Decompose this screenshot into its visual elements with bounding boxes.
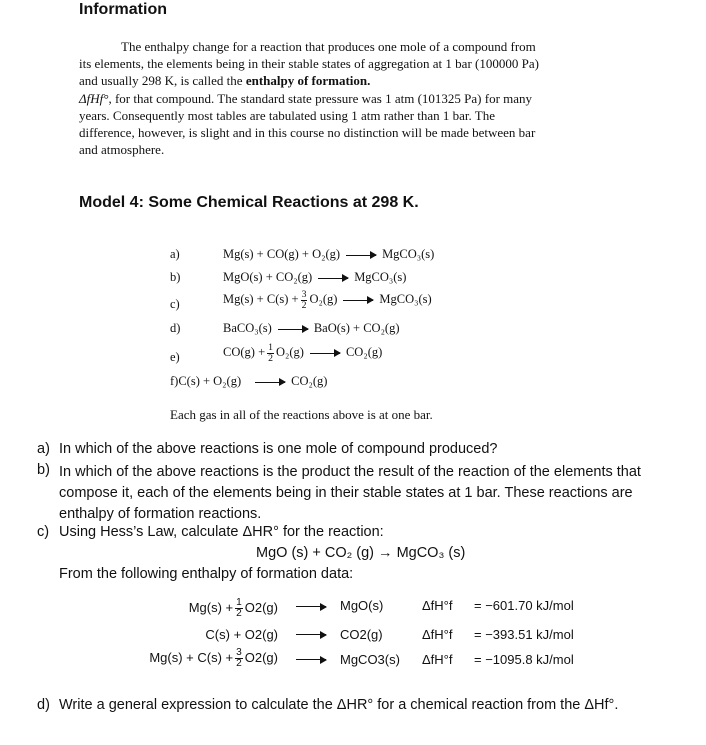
fraction: $\frac{1}{2}$ [268, 342, 273, 364]
data-row-3-product: MgCO3(s) [340, 652, 400, 667]
enthalpy-symbol: ΔfHf° [79, 90, 109, 106]
reaction-a: Mg(s) + CO(g) + O₂(g) MgCO₃(s) [223, 247, 435, 261]
question-c-text: Using Hess’s Law, calculate ΔHR° for the reaction: [59, 524, 384, 540]
data-row-2-lhs: C(s) + O2(g) [205, 627, 278, 642]
question-d-label: d) [37, 697, 50, 713]
question-b-text: In which of the above reactions is the product the result of the reaction of the elements that compose it, each of the elements being in their stable states at 1 bar. These reactions are enthalpy of formation reactions. [59, 464, 641, 522]
question-c-label: c) [37, 524, 50, 540]
gas-note: Each gas in all of the reactions above is at one bar. [170, 407, 433, 422]
data-row-3-lhs: Mg(s) + C(s) + $\frac{3}{2}$ O2(g) [149, 647, 278, 670]
data-row-2-dh: ΔfH°f [422, 627, 453, 642]
data-intro: From the following enthalpy of formation data: [59, 566, 354, 582]
info-line-1: The enthalpy change for a reaction that produces one mole of a compound from [121, 39, 536, 54]
reaction-f: f)C(s) + O₂(g) CO₂(g) [170, 374, 328, 388]
info-line-5: years. Consequently most tables are tabulated using 1 atm rather than 1 bar. The [79, 107, 496, 123]
info-paragraph [79, 38, 539, 158]
target-reaction: MgO (s) + CO₂ (g) → MgCO₃ (s) [256, 545, 466, 561]
data-row-1-dh: ΔfH°f [422, 598, 453, 613]
info-line-6: difference, however, is slight and in this course no distinction will be made between bar [79, 125, 536, 141]
arrow-icon [346, 255, 376, 256]
arrow-icon [318, 278, 348, 279]
arrow-icon [343, 300, 373, 301]
arrow-icon [310, 353, 340, 354]
reaction-c: Mg(s) + C(s) + $\frac{3}{2}$ O₂(g) MgCO₃(s) [223, 289, 432, 311]
data-row-2-value: = −393.51 kJ/mol [474, 627, 574, 642]
reaction-a-label: a) [170, 247, 180, 261]
data-row-1-lhs: Mg(s) + $\frac{1}{2}$ O2(g) [188, 597, 278, 620]
reaction-c-label: c) [170, 297, 180, 311]
reaction-d: BaCO₃(s) BaO(s) + CO₂(g) [223, 321, 400, 335]
question-a-label: a) [37, 441, 50, 457]
data-row-1-product: MgO(s) [340, 598, 384, 613]
info-line-2: its elements, the elements being in their stable states of aggregation at 1 bar (100000 Pa) [79, 56, 539, 72]
data-row-3-value: = −1095.8 kJ/mol [474, 652, 574, 667]
reaction-e: CO(g) + $\frac{1}{2}$ O₂(g) CO₂(g) [223, 342, 383, 364]
model-title: Model 4: Some Chemical Reactions at 298 K. [79, 194, 419, 211]
arrow-icon [296, 606, 326, 607]
question-d-text: Write a general expression to calculate the ΔHR° for a chemical reaction from the ΔHf°. [59, 697, 619, 713]
info-line-3: and usually 298 K, is called the enthalpy of formation. [79, 73, 371, 89]
data-row-2-product: CO2(g) [340, 627, 383, 642]
data-row-3-dh: ΔfH°f [422, 652, 453, 667]
bold-term: enthalpy of formation. [245, 73, 371, 89]
fraction: $\frac{3}{2}$ [236, 647, 242, 670]
info-heading: Information [79, 1, 167, 18]
reaction-b-label: b) [170, 270, 181, 284]
fraction: $\frac{3}{2}$ [301, 289, 307, 311]
info-line-7: and atmosphere. [79, 142, 165, 158]
reaction-d-label: d) [170, 321, 181, 335]
question-a-text: In which of the above reactions is one mole of compound produced? [59, 441, 498, 457]
fraction: $\frac{1}{2}$ [236, 597, 242, 620]
reaction-e-label: e) [170, 350, 180, 364]
info-line-4: ΔfHf°, for that compound. The standard state pressure was 1 atm (101325 Pa) for many [79, 90, 533, 106]
arrow-icon [255, 382, 285, 383]
reaction-b: MgO(s) + CO₂(g) MgCO₃(s) [223, 270, 407, 284]
data-row-1-value: = −601.70 kJ/mol [474, 598, 574, 613]
arrow-icon [296, 659, 326, 660]
question-b-label: b) [37, 462, 50, 478]
arrow-icon [278, 329, 308, 330]
arrow-icon [296, 634, 326, 635]
